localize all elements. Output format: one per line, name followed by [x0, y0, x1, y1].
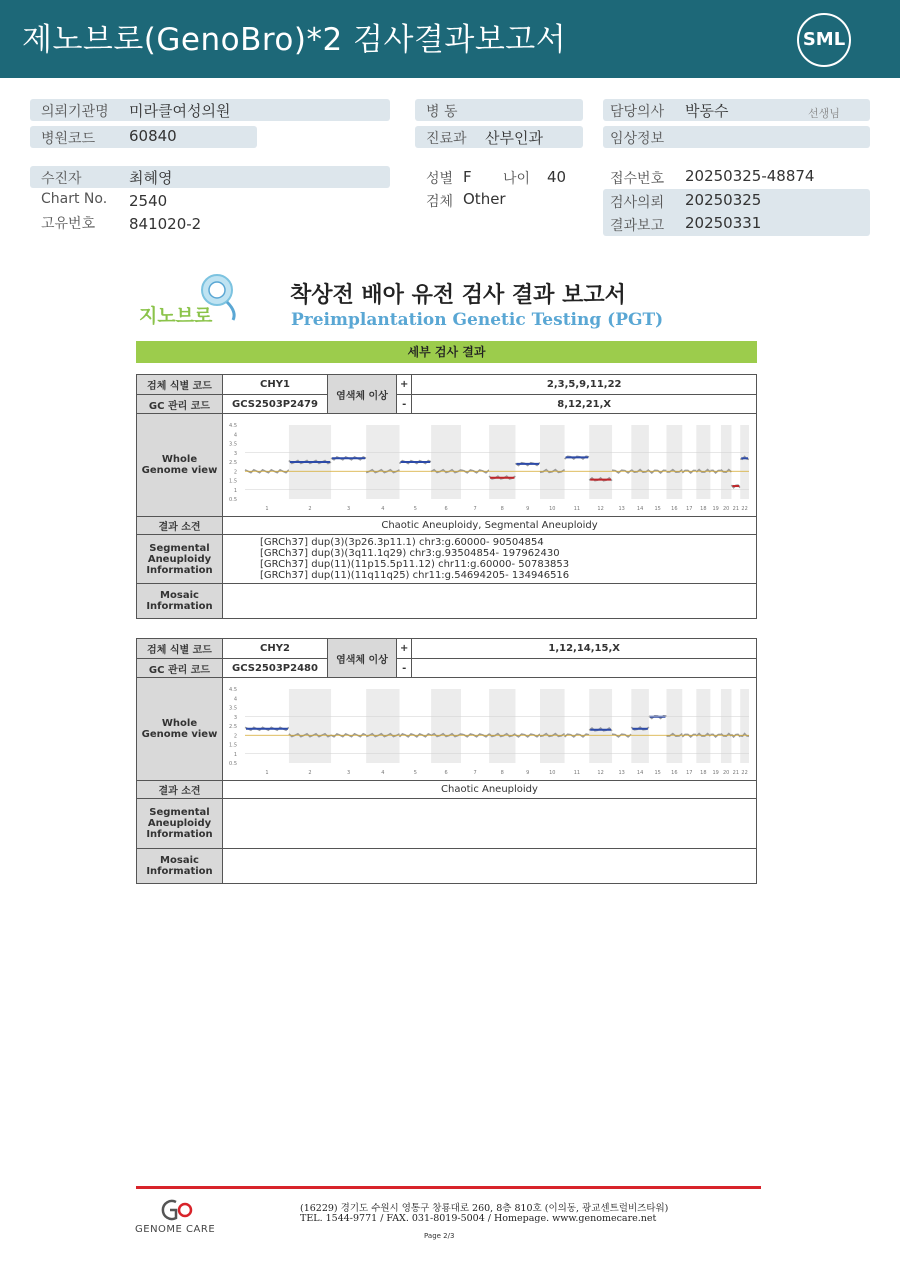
y-tick-label: 3.5: [229, 705, 237, 712]
y-tick-label: 0.5: [229, 497, 237, 503]
finding-value: Chaotic Aneuploidy, Segmental Aneuploidy: [223, 517, 757, 535]
reception-value: 20250325-48874: [685, 167, 815, 185]
chromosome-tick-label: 3: [347, 770, 351, 776]
gain-sign: +: [397, 639, 412, 659]
chromosome-tick-label: 12: [597, 770, 604, 776]
genome-care-logo-icon: [158, 1198, 198, 1222]
report-date-label: 결과보고: [610, 218, 665, 234]
chrom-band: [721, 425, 732, 499]
chrom-band: [666, 689, 682, 763]
sml-logo-text: SML: [802, 29, 846, 50]
whole-genome-label: Whole Genome view: [137, 414, 223, 517]
chromosome-tick-label: 21: [732, 770, 740, 776]
section-heading: 세부 검사 결과: [136, 341, 757, 363]
specimen-code-label: 검체 식별 코드: [137, 375, 223, 395]
chromosome-tick-label: 10: [549, 770, 556, 776]
chrom-band: [631, 425, 649, 499]
genome-chart-2: [225, 681, 753, 777]
y-tick-label: 0.5: [229, 761, 237, 767]
chromosome-tick-label: 21: [732, 506, 740, 512]
chrom-band: [431, 425, 461, 499]
reception-label: 접수번호: [610, 171, 665, 187]
document-title: 제노브로(GenoBro)*2 검사결과보고서: [22, 22, 567, 58]
y-tick-label: 4.5: [229, 423, 237, 429]
report-date-value: 20250331: [685, 214, 762, 232]
y-tick-label: 2: [233, 733, 237, 740]
footer-divider: [136, 1186, 761, 1189]
chromosome-tick-label: 20: [722, 506, 730, 512]
gc-code-value: GCS2503P2480: [223, 659, 328, 678]
finding-label: 결과 소견: [137, 781, 223, 799]
chrom-band: [540, 425, 565, 499]
clinical-label: 임상정보: [610, 131, 665, 147]
chromosome-tick-label: 13: [618, 506, 625, 512]
chromosome-tick-label: 4: [381, 506, 385, 512]
chromosome-tick-label: 22: [741, 770, 748, 776]
chromosome-tick-label: 6: [444, 770, 448, 776]
segmental-item: [GRCh37] dup(11)(11p15.5p11.12) chr11:g.60000- 50783853: [260, 559, 570, 570]
chrom-band: [696, 425, 710, 499]
gain-chromosomes: 2,3,5,9,11,22: [412, 375, 757, 395]
doctor-suffix: 선생님: [808, 107, 840, 120]
y-tick-label: 4: [233, 432, 237, 439]
y-tick-label: 3.5: [229, 441, 237, 448]
genome-care-logo-text: GENOME CARE: [135, 1224, 216, 1235]
chromosome-tick-label: 19: [712, 770, 719, 776]
segmental-label: Segmental Aneuploidy Information: [137, 799, 223, 849]
report-title: 착상전 배아 유전 검사 결과 보고서: [290, 283, 626, 308]
chart-no-value: 2540: [129, 192, 168, 210]
chromosome-tick-label: 8: [500, 770, 504, 776]
institution-value: 미라클여성의원: [129, 102, 231, 120]
age-label: 나이: [503, 171, 531, 187]
y-tick-label: 1: [233, 487, 237, 494]
id-no-label: 고유번호: [41, 216, 96, 232]
mosaic-value: [223, 849, 757, 884]
chrom-band: [589, 689, 612, 763]
department-value: 산부인과: [485, 129, 543, 147]
hospital-code-value: 60840: [129, 127, 177, 145]
chromosome-tick-label: 19: [712, 506, 719, 512]
mosaic-label: Mosaic Information: [137, 584, 223, 619]
institution-label: 의뢰기관명: [41, 104, 109, 120]
y-tick-label: 1.5: [229, 478, 237, 485]
y-tick-label: 4: [233, 696, 237, 703]
gc-code-label: GC 관리 코드: [137, 659, 223, 678]
chromosome-tick-label: 2: [308, 770, 312, 776]
segmental-list: [223, 799, 757, 849]
chromosome-tick-label: 10: [549, 506, 556, 512]
chrom-band: [740, 689, 749, 763]
request-value: 20250325: [685, 191, 762, 209]
segmental-label: Segmental Aneuploidy Information: [137, 535, 223, 584]
chromosome-tick-label: 15: [654, 770, 661, 776]
whole-genome-label: Whole Genome view: [137, 678, 223, 781]
chart-no-label: Chart No.: [41, 191, 108, 207]
chrom-band: [631, 689, 649, 763]
chromosome-tick-label: 4: [381, 770, 385, 776]
whole-genome-cell: [223, 678, 757, 781]
chrom-band: [696, 689, 710, 763]
finding-label: 결과 소견: [137, 517, 223, 535]
patient-name: 최혜영: [129, 169, 173, 187]
segmental-item: [GRCh37] dup(3)(3p26.3p11.1) chr3:g.60000- 90504854: [260, 537, 544, 548]
chromosome-tick-label: 3: [347, 506, 351, 512]
chromosome-tick-label: 17: [686, 506, 693, 512]
chromosome-tick-label: 5: [413, 770, 417, 776]
y-tick-label: 4.5: [229, 687, 237, 693]
chromosome-tick-label: 11: [573, 506, 581, 512]
result-table-sample-2: [136, 638, 757, 884]
chromosome-tick-label: 11: [573, 770, 581, 776]
whole-genome-cell: [223, 414, 757, 517]
doctor-label: 담당의사: [610, 104, 665, 120]
chrom-band: [589, 425, 612, 499]
chrom-band: [740, 425, 749, 499]
request-label: 검사의뢰: [610, 195, 665, 211]
chromosome-tick-label: 14: [636, 770, 644, 776]
gain-sign: +: [397, 375, 412, 395]
page-number: Page 2/3: [424, 1232, 455, 1240]
chromosome-tick-label: 15: [654, 506, 661, 512]
segmental-item: [GRCh37] dup(11)(11q11q25) chr11:g.54694205- 134946516: [260, 570, 570, 581]
y-tick-label: 2.5: [229, 724, 237, 730]
chrom-band: [489, 689, 515, 763]
chromosome-tick-label: 8: [500, 506, 504, 512]
chromosome-tick-label: 14: [636, 506, 644, 512]
chrom-band: [431, 689, 461, 763]
ward-label: 병 동: [426, 104, 458, 120]
result-table-sample-1: [136, 374, 757, 619]
genobro-logo: [137, 270, 247, 328]
gc-code-value: GCS2503P2479: [223, 395, 328, 414]
footer-address: (16229) 경기도 수원시 영통구 창룡대로 260, 8층 810호 (이의동, 광교센트럴비즈타워): [300, 1203, 669, 1214]
specimen-code-label: 검체 식별 코드: [137, 639, 223, 659]
sml-logo: [797, 13, 851, 67]
chromosome-tick-label: 13: [618, 770, 625, 776]
chrom-band: [540, 689, 565, 763]
chromosome-tick-label: 7: [473, 506, 477, 512]
mosaic-value: [223, 584, 757, 619]
mosaic-label: Mosaic Information: [137, 849, 223, 884]
genobro-logo-text: 지노브로: [139, 305, 213, 327]
chrom-band: [289, 689, 331, 763]
chrom-band: [366, 425, 399, 499]
y-tick-label: 3: [233, 714, 237, 721]
header-bar: [0, 0, 900, 78]
chromosome-tick-label: 22: [741, 506, 748, 512]
chrom-band: [489, 425, 515, 499]
report-subtitle: Preimplantation Genetic Testing (PGT): [291, 310, 664, 330]
specimen-label: 검체: [426, 194, 454, 210]
gain-chromosomes: 1,12,14,15,X: [412, 639, 757, 659]
patient-label: 수진자: [41, 171, 82, 187]
chrom-band: [721, 689, 732, 763]
chrom-abn-label: 염색체 이상: [328, 375, 397, 414]
specimen-code-value: CHY1: [223, 375, 328, 395]
chrom-band: [366, 689, 399, 763]
chrom-abn-label: 염색체 이상: [328, 639, 397, 678]
specimen-code-value: CHY2: [223, 639, 328, 659]
loss-sign: -: [397, 659, 412, 678]
loss-chromosomes: 8,12,21,X: [412, 395, 757, 414]
chromosome-tick-label: 6: [444, 506, 448, 512]
copy-number-trace: [682, 734, 696, 737]
chromosome-tick-label: 17: [686, 770, 693, 776]
segmental-item: [GRCh37] dup(3)(3q11.1q29) chr3:g.93504854- 197962430: [260, 548, 560, 559]
loss-chromosomes: [412, 659, 757, 678]
id-no-value: 841020-2: [129, 215, 202, 233]
genome-chart-1: [225, 417, 753, 513]
department-label: 진료과: [426, 131, 467, 147]
chromosome-tick-label: 18: [700, 506, 707, 512]
specimen-value: Other: [463, 190, 506, 208]
y-tick-label: 1.5: [229, 742, 237, 749]
chrom-band: [666, 425, 682, 499]
finding-value: Chaotic Aneuploidy: [223, 781, 757, 799]
sex-value: F: [463, 168, 472, 186]
footer-contact: TEL. 1544-9771 / FAX. 031-8019-5004 / Homepage. www.genomecare.net: [300, 1213, 657, 1224]
y-tick-label: 2.5: [229, 460, 237, 466]
chromosome-tick-label: 20: [722, 770, 730, 776]
y-tick-label: 1: [233, 751, 237, 758]
patient-row-bg: [30, 166, 390, 188]
chromosome-tick-label: 16: [671, 506, 678, 512]
hospital-code-label: 병원코드: [41, 131, 96, 147]
chromosome-tick-label: 9: [526, 506, 530, 512]
chromosome-tick-label: 5: [413, 506, 417, 512]
doctor-value: 박동수: [685, 102, 729, 120]
chromosome-tick-label: 1: [265, 770, 269, 776]
chromosome-tick-label: 12: [597, 506, 604, 512]
chromosome-tick-label: 2: [308, 506, 312, 512]
sex-label: 성별: [426, 171, 454, 187]
chromosome-tick-label: 18: [700, 770, 707, 776]
y-tick-label: 2: [233, 469, 237, 476]
chromosome-tick-label: 7: [473, 770, 477, 776]
segmental-list: [223, 535, 757, 584]
gc-code-label: GC 관리 코드: [137, 395, 223, 414]
chromosome-tick-label: 1: [265, 506, 269, 512]
loss-sign: -: [397, 395, 412, 414]
chromosome-tick-label: 16: [671, 770, 678, 776]
chromosome-tick-label: 9: [526, 770, 530, 776]
age-value: 40: [547, 168, 567, 186]
y-tick-label: 3: [233, 450, 237, 457]
